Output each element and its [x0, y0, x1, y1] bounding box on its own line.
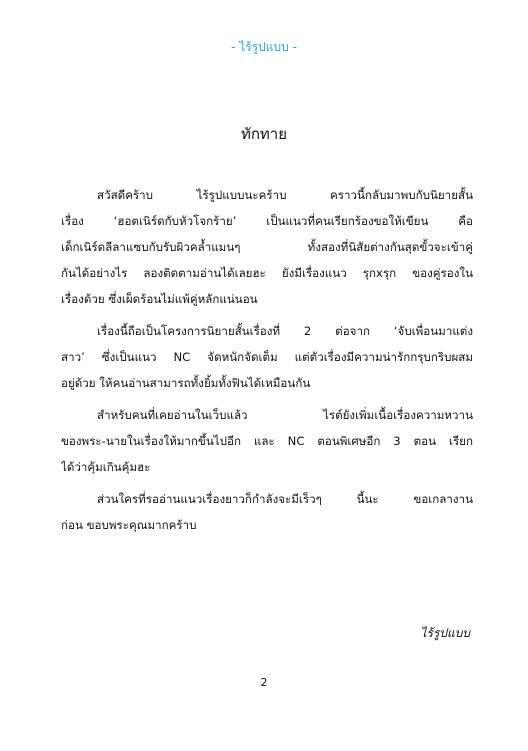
paragraph [61, 402, 473, 480]
text-line: อยู่ด้วย ให้คนอ่านสามารถทั้งยิ้มทั้งฟินได้เหมือนกัน [61, 376, 311, 390]
author-signature: ไร้รูปแบบ [420, 626, 470, 640]
text-line: เรื่องด้วย ซึ่งเผ็ดร้อนไม่แพ้คู่หลักแน่นอน [61, 292, 258, 306]
body-text [61, 182, 473, 538]
text-line: เรื่อง ‘ฮอตเนิร์ดกับหัวโจกร้าย’ เป็นแนวที่คนเรียกร้องขอให้เขียน คือ [61, 214, 473, 228]
text-line: เด็กเนิร์ดลีลาแซบกับรับผิวคล้ำแมนๆ ทั้งสองที่นิสัยต่างกันสุดขั้วจะเข้าคู่ [61, 240, 473, 254]
page-title: ทักทาย [240, 125, 288, 143]
running-header: - ไร้รูปแบบ - [231, 40, 297, 54]
paragraph [61, 486, 473, 538]
paragraph [61, 318, 473, 396]
text-line: สวัสดีคร้าบ ไร้รูปแบบนะคร้าบ คราวนี้กลับมาพบกับนิยายสั้น [97, 188, 473, 202]
text-line: สาว’ ซึ่งเป็นแนว NC จัดหนักจัดเต็ม แต่ตัวเรื่องมีความน่ารักกรุบกริบผสม [61, 350, 473, 364]
text-line: เรื่องนี้ถือเป็นโครงการนิยายสั้นเรื่องที่ 2 ต่อจาก ‘จับเพื่อนมาแต่ง [97, 324, 473, 338]
text-line: ของพระ-นายในเรื่องให้มากขึ้นไปอีก และ NC ตอนพิเศษอีก 3 ตอน เรียก [61, 434, 473, 448]
text-line: ได้ว่าคุ้มเกินคุ้มฮะ [61, 460, 151, 474]
paragraph [61, 182, 473, 312]
text-line: กันได้อย่างไร ลองติดตามอ่านได้เลยฮะ ยังมีเรื่องแนว รุกxรุก ของคู่รองใน [61, 266, 473, 280]
text-line: สำหรับคนที่เคยอ่านในเว็บแล้ว ไรต์ยังเพิ่มเนื้อเรื่องความหวาน [97, 408, 473, 422]
page-number: 2 [260, 676, 268, 689]
text-line: ส่วนใครที่รออ่านแนวเรื่องยาวก็กำลังจะมีเร็วๆ นี้นะ ขอเกลางาน [97, 492, 473, 506]
text-line: ก่อน ขอบพระคุณมากคร้าบ [61, 518, 197, 532]
